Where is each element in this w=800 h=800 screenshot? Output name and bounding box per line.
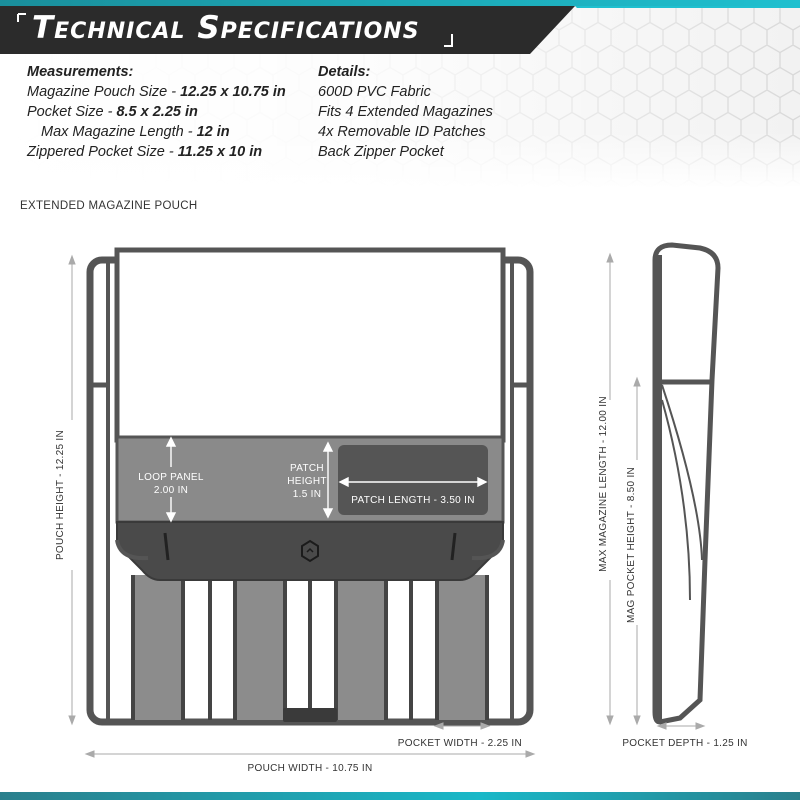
detail-item: 4x Removable ID Patches xyxy=(318,124,486,140)
measurement-item: Magazine Pouch Size - 12.25 x 10.75 in xyxy=(27,84,286,100)
pocket-flap xyxy=(117,522,503,580)
measurement-item: Zippered Pocket Size - 11.25 x 10 in xyxy=(27,144,263,160)
logo-tab xyxy=(283,708,337,722)
loop-panel-label: LOOP PANEL xyxy=(138,472,204,483)
pouch-height-dimension xyxy=(69,256,75,724)
pouch-width-label: POUCH WIDTH - 10.75 IN xyxy=(247,763,373,774)
measurement-item: Pocket Size - 8.5 x 2.25 in xyxy=(27,104,198,120)
pouch-height-label: POUCH HEIGHT - 12.25 IN xyxy=(55,429,66,561)
diagram-caption: EXTENDED MAGAZINE POUCH xyxy=(20,200,198,212)
patch-height-label-2: HEIGHT xyxy=(287,476,327,487)
patch-height-label-1: PATCH xyxy=(290,463,324,474)
patch-length-label: PATCH LENGTH - 3.50 IN xyxy=(351,495,475,506)
details-heading: Details: xyxy=(318,64,371,80)
detail-item: Fits 4 Extended Magazines xyxy=(318,104,493,120)
mag-pocket-height-label: MAG POCKET HEIGHT - 8.50 IN xyxy=(626,466,637,624)
max-magazine-length-label: MAX MAGAZINE LENGTH - 12.00 IN xyxy=(598,396,609,572)
top-panel xyxy=(117,250,503,440)
pouch-width-dimension xyxy=(86,751,534,757)
page-title: Technical Specifications xyxy=(32,10,420,46)
measurements-heading: Measurements: xyxy=(27,64,134,80)
pocket-depth-dimension xyxy=(658,723,704,729)
pocket-depth-label: POCKET DEPTH - 1.25 IN xyxy=(622,738,748,749)
patch-height-value: 1.5 IN xyxy=(292,489,322,500)
bottom-accent-bar xyxy=(0,792,800,800)
loop-panel-value: 2.00 IN xyxy=(153,485,189,496)
pocket-width-label: POCKET WIDTH - 2.25 IN xyxy=(397,738,522,749)
measurement-item: Max Magazine Length - 12 in xyxy=(41,124,230,140)
pouch-side-view xyxy=(655,245,718,722)
detail-item: 600D PVC Fabric xyxy=(318,84,431,100)
detail-item: Back Zipper Pocket xyxy=(318,144,444,160)
